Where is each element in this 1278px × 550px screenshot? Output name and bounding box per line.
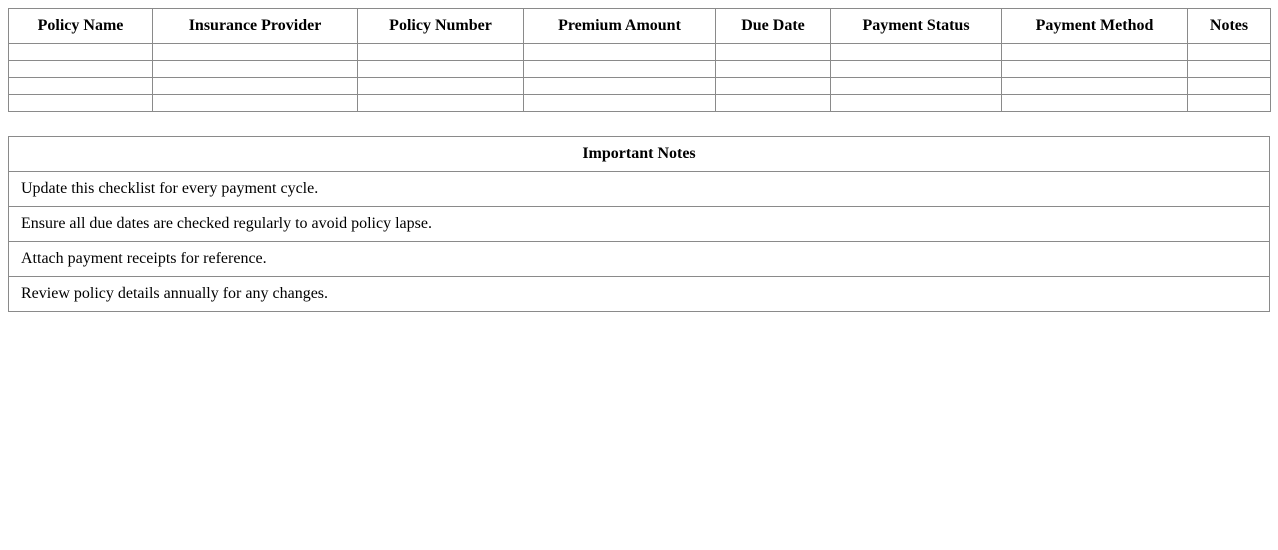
table-cell[interactable] — [716, 78, 831, 95]
important-notes-table — [8, 136, 1270, 312]
table-cell[interactable] — [9, 95, 153, 112]
table-cell[interactable] — [831, 78, 1002, 95]
note-row — [9, 277, 1270, 312]
table-cell[interactable] — [153, 78, 358, 95]
table-cell[interactable] — [1188, 44, 1271, 61]
header-policy-name: Policy Name — [9, 9, 153, 44]
table-cell[interactable] — [831, 95, 1002, 112]
insurance-payments-table — [8, 8, 1271, 112]
table-cell[interactable] — [831, 44, 1002, 61]
header-payment-status: Payment Status — [831, 9, 1002, 44]
table-cell[interactable] — [1188, 61, 1271, 78]
note-item: Attach payment receipts for reference. — [9, 242, 1270, 277]
table-cell[interactable] — [358, 78, 524, 95]
table-cell[interactable] — [153, 61, 358, 78]
table-cell[interactable] — [1002, 61, 1188, 78]
table-cell[interactable] — [716, 44, 831, 61]
notes-title: Important Notes — [9, 137, 1270, 172]
note-item: Review policy details annually for any changes. — [9, 277, 1270, 312]
table-row — [9, 95, 1271, 112]
table-cell[interactable] — [358, 95, 524, 112]
table-row — [9, 44, 1271, 61]
table-cell[interactable] — [153, 44, 358, 61]
note-row — [9, 242, 1270, 277]
table-cell[interactable] — [9, 78, 153, 95]
table-header-row — [9, 9, 1271, 44]
table-cell[interactable] — [1002, 78, 1188, 95]
table-cell[interactable] — [1188, 78, 1271, 95]
header-notes: Notes — [1188, 9, 1271, 44]
note-item: Update this checklist for every payment cycle. — [9, 172, 1270, 207]
header-insurance-provider: Insurance Provider — [153, 9, 358, 44]
table-cell[interactable] — [1188, 95, 1271, 112]
notes-header-row — [9, 137, 1270, 172]
table-cell[interactable] — [9, 61, 153, 78]
header-payment-method: Payment Method — [1002, 9, 1188, 44]
note-item: Ensure all due dates are checked regularly to avoid policy lapse. — [9, 207, 1270, 242]
table-cell[interactable] — [524, 44, 716, 61]
note-row — [9, 207, 1270, 242]
table-cell[interactable] — [716, 95, 831, 112]
table-cell[interactable] — [358, 44, 524, 61]
table-row — [9, 61, 1271, 78]
header-due-date: Due Date — [716, 9, 831, 44]
table-row — [9, 78, 1271, 95]
table-cell[interactable] — [1002, 95, 1188, 112]
table-cell[interactable] — [9, 44, 153, 61]
table-cell[interactable] — [524, 78, 716, 95]
table-cell[interactable] — [524, 95, 716, 112]
table-cell[interactable] — [153, 95, 358, 112]
table-cell[interactable] — [358, 61, 524, 78]
table-cell[interactable] — [716, 61, 831, 78]
note-row — [9, 172, 1270, 207]
table-cell[interactable] — [831, 61, 1002, 78]
header-policy-number: Policy Number — [358, 9, 524, 44]
table-cell[interactable] — [1002, 44, 1188, 61]
header-premium-amount: Premium Amount — [524, 9, 716, 44]
table-cell[interactable] — [524, 61, 716, 78]
